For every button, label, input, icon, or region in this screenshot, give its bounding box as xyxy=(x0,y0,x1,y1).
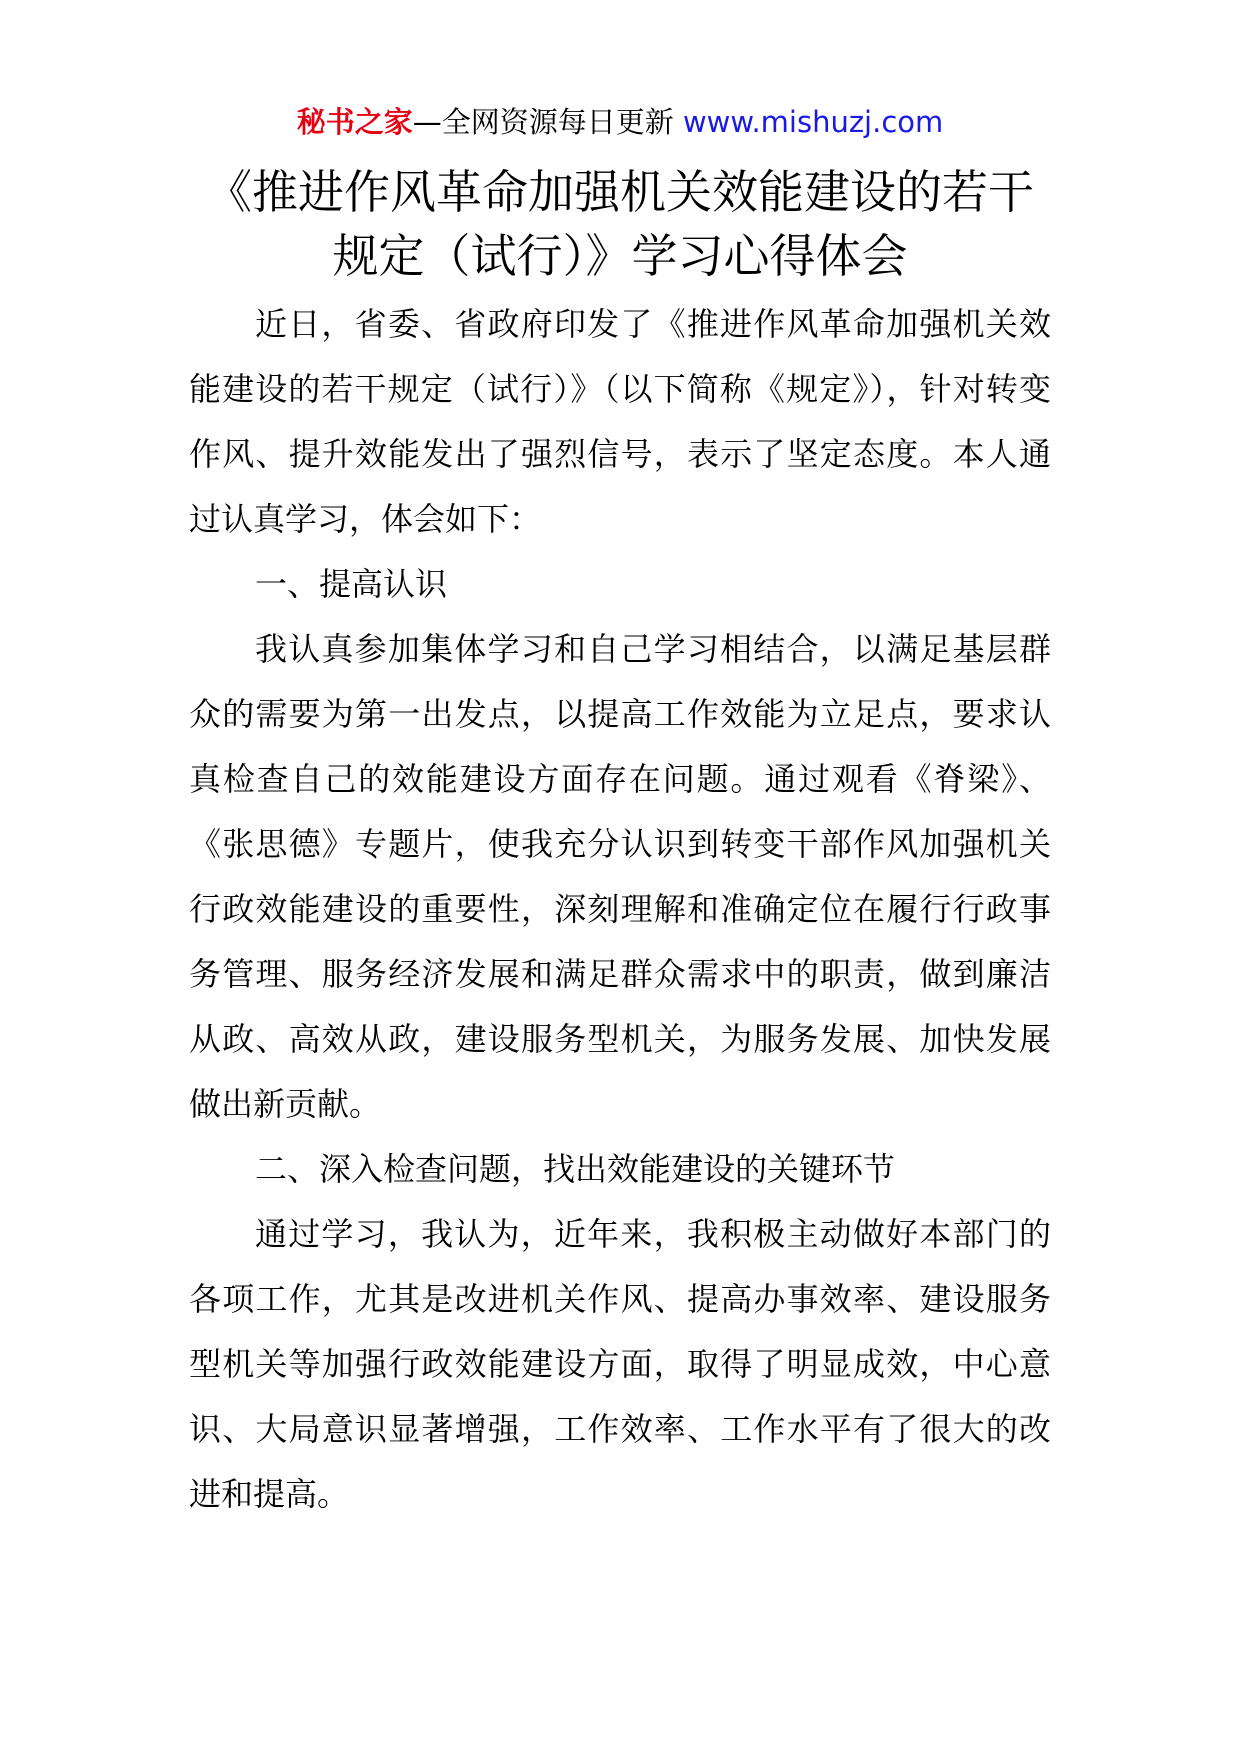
section-heading-1: 一、提高认识 xyxy=(255,565,448,603)
site-tagline: —全网资源每日更新 xyxy=(412,105,674,139)
document-body xyxy=(189,292,1051,1527)
site-url-link[interactable]: www.mishuzj.com xyxy=(682,105,944,139)
title-line-2: 规定（试行）》学习心得体会 xyxy=(332,229,908,283)
site-brand: 秘书之家 xyxy=(296,105,413,139)
document-title xyxy=(120,160,1120,288)
intro-paragraph: 近日，省委、省政府印发了《推进作风革命加强机关效能建设的若干规定（试行）》（以下简称《规定》），针对转变作风、提升效能发出了强烈信号，表示了坚定态度。本人通过认真学习，体会如下： xyxy=(189,305,1051,538)
title-line-1: 《推进作风革命加强机关效能建设的若干 xyxy=(206,165,1034,219)
section-paragraph-2: 通过学习，我认为，近年来，我积极主动做好本部门的各项工作，尤其是改进机关作风、提高办事效率、建设服务型机关等加强行政效能建设方面，取得了明显成效，中心意识、大局意识显著增强，工作效率、工作水平有了很大的改进和提高。 xyxy=(189,1215,1051,1513)
section-heading-2: 二、深入检查问题，找出效能建设的关键环节 xyxy=(255,1150,896,1188)
section-paragraph-1: 我认真参加集体学习和自己学习相结合，以满足基层群众的需要为第一出发点，以提高工作效能为立足点，要求认真检查自己的效能建设方面存在问题。通过观看《脊梁》、《张思德》专题片，使我充分认识到转变干部作风加强机关行政效能建设的重要性，深刻理解和准确定位在履行行政事务管理、服务经济发展和满足群众需求中的职责，做到廉洁从政、高效从政，建设服务型机关，为服务发展、加快发展做出新贡献。 xyxy=(189,630,1051,1123)
site-header xyxy=(0,102,1240,142)
